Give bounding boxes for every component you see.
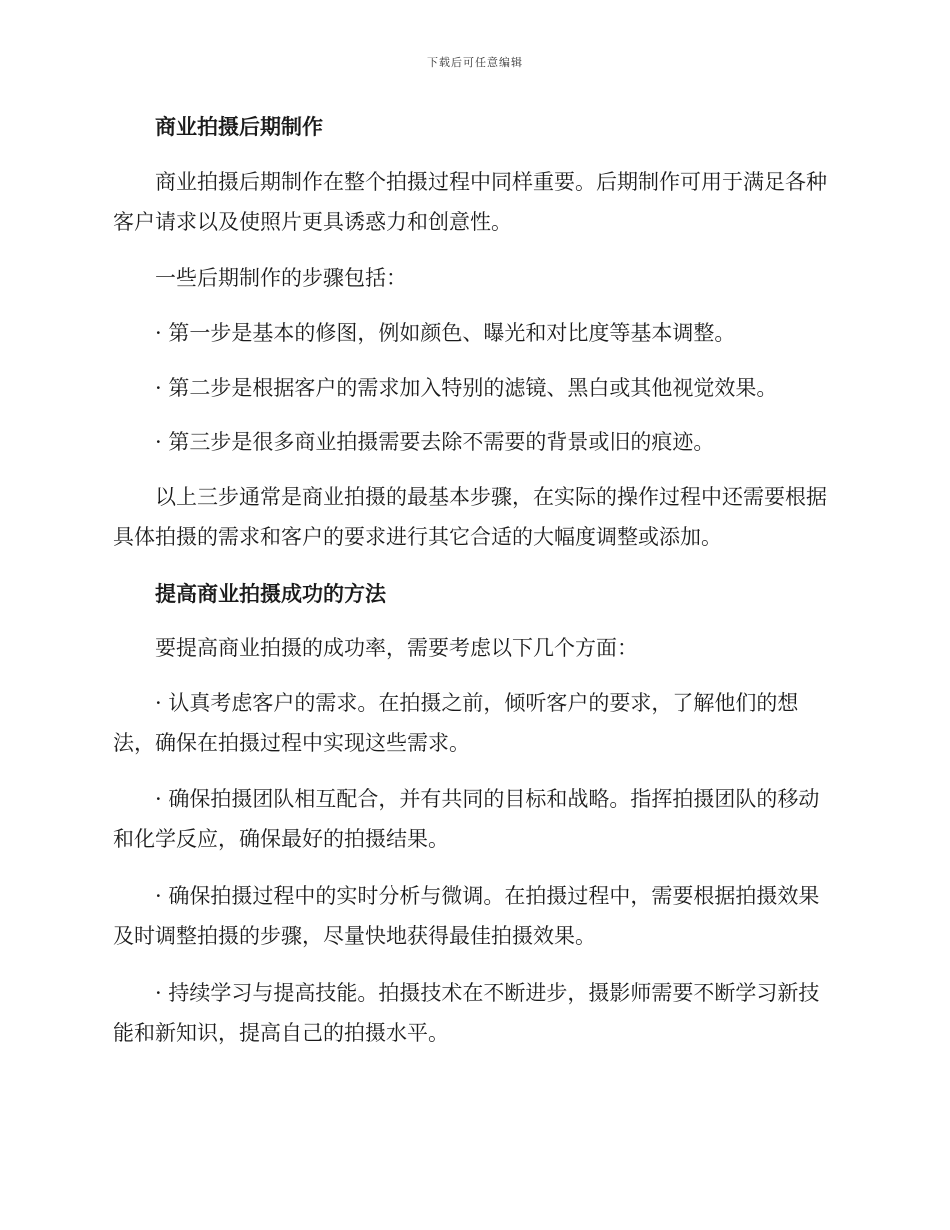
list-item-step-1: · 第一步是基本的修图，例如颜色、曝光和对比度等基本调整。: [155, 321, 736, 345]
paragraph-intro: 商业拍摄后期制作在整个拍摄过程中同样重要。后期制作可用于满足各种客户请求以及使照片更具诱惑力和创意性。: [113, 170, 827, 234]
list-item-method-2: · 确保拍摄团队相互配合，并有共同的目标和战略。指挥拍摄团队的移动和化学反应，确保最好的拍摄结果。: [113, 787, 820, 851]
paragraph-summary: 以上三步通常是商业拍摄的最基本步骤，在实际的操作过程中还需要根据具体拍摄的需求和客户的要求进行其它合适的大幅度调整或添加。: [113, 485, 827, 549]
list-item-method-4: · 持续学习与提高技能。拍摄技术在不断进步，摄影师需要不断学习新技能和新知识，提高自己的拍摄水平。: [113, 981, 820, 1045]
section-heading-success-methods: 提高商业拍摄成功的方法: [155, 581, 386, 606]
page-header-note: 下载后可任意编辑: [427, 56, 523, 69]
paragraph-steps-lead: 一些后期制作的步骤包括：: [155, 266, 407, 290]
list-item-method-3: · 确保拍摄过程中的实时分析与微调。在拍摄过程中，需要根据拍摄效果及时调整拍摄的步骤，尽量快地获得最佳拍摄效果。: [113, 884, 820, 948]
paragraph-methods-lead: 要提高商业拍摄的成功率，需要考虑以下几个方面：: [155, 636, 638, 660]
section-heading-post-production: 商业拍摄后期制作: [155, 114, 323, 139]
list-item-step-2: · 第二步是根据客户的需求加入特别的滤镜、黑白或其他视觉效果。: [155, 376, 778, 400]
list-item-method-1: · 认真考虑客户的需求。在拍摄之前，倾听客户的要求，了解他们的想法，确保在拍摄过程中实现这些需求。: [113, 691, 799, 755]
list-item-step-3: · 第三步是很多商业拍摄需要去除不需要的背景或旧的痕迹。: [155, 430, 715, 454]
